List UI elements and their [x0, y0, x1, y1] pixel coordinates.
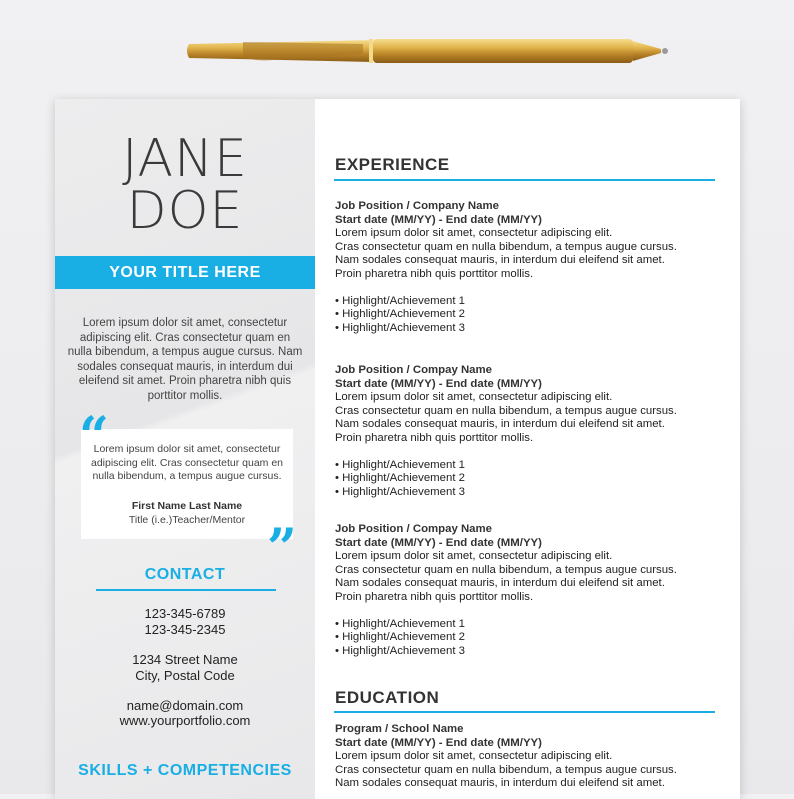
job-highlight: • Highlight/Achievement 3: [335, 321, 465, 334]
job-description-line: Lorem ipsum dolor sit amet, consectetur adipiscing elit.: [335, 227, 613, 239]
job-highlight: • Highlight/Achievement 3: [335, 485, 465, 498]
resume-page: [55, 99, 740, 799]
phone-2: 123-345-2345: [144, 622, 226, 637]
job-highlight: • Highlight/Achievement 1: [335, 617, 465, 630]
profile-summary: Lorem ipsum dolor sit amet, consectetur adipiscing elit. Cras consectetur quam en nulla bibendum, a tempus augue cursus. Nam sodales consequat mauris, in interdum dui eleifend sit amet. Proin pharetra nibh quis porttitor mollis.: [67, 317, 303, 402]
job-dates: Start date (MM/YY) - End date (MM/YY): [335, 377, 542, 390]
first-name: JANE: [122, 129, 248, 189]
job-highlight: • Highlight/Achievement 2: [335, 308, 465, 320]
last-name: DOE: [126, 181, 244, 241]
job-description-line: Cras consectetur quam en nulla bibendum, a tempus augue cursus.: [335, 240, 677, 253]
job-highlight: • Highlight/Achievement 1: [335, 458, 465, 471]
close-quote-icon: ”: [267, 518, 297, 579]
job-position: Job Position / Compay Name: [335, 523, 492, 535]
contact-rule: [96, 589, 276, 591]
job-dates: Start date (MM/YY) - End date (MM/YY): [335, 536, 542, 549]
gold-pen-image: [183, 32, 673, 78]
job-entry-2: [335, 364, 725, 499]
job-description-line: Nam sodales consequat mauris, in interdum dui eleifend sit amet.: [335, 254, 665, 266]
job-position: Job Position / Compay Name: [335, 364, 492, 376]
street-address: 1234 Street Name: [132, 652, 238, 667]
education-description-line: Cras consectetur quam en nulla bibendum, a tempus augue cursus.: [335, 763, 677, 776]
job-description-line: Lorem ipsum dolor sit amet, consectetur adipiscing elit.: [335, 391, 613, 403]
job-description-line: Proin pharetra nibh quis porttitor mollis.: [335, 267, 534, 280]
open-quote-icon: “: [79, 406, 109, 467]
job-position: Job Position / Company Name: [335, 200, 499, 212]
job-description-line: Proin pharetra nibh quis porttitor mollis.: [335, 431, 534, 444]
education-heading: EDUCATION: [335, 688, 440, 707]
testimonial-author: First Name Last Name: [131, 500, 243, 512]
education-description-line: Nam sodales consequat mauris, in interdum dui eleifend sit amet.: [335, 777, 665, 789]
job-highlight: • Highlight/Achievement 3: [335, 644, 465, 657]
experience-heading: EXPERIENCE: [335, 155, 450, 174]
job-entry-1: [335, 200, 725, 335]
city-postal: City, Postal Code: [135, 668, 235, 683]
testimonial-text: Lorem ipsum dolor sit amet, consectetur adipiscing elit. Cras consectetur quam en nulla bibendum, a tempus augue cursus.: [90, 443, 283, 482]
website: www.yourportfolio.com: [119, 713, 251, 728]
job-dates: Start date (MM/YY) - End date (MM/YY): [335, 213, 542, 226]
job-description-line: Cras consectetur quam en nulla bibendum, a tempus augue cursus.: [335, 563, 677, 576]
education-rule: [334, 711, 715, 713]
job-description-line: Proin pharetra nibh quis porttitor mollis.: [335, 590, 534, 603]
skills-heading: SKILLS + COMPETENCIES: [78, 762, 292, 779]
email: name@domain.com: [126, 698, 244, 713]
job-description-line: Nam sodales consequat mauris, in interdum dui eleifend sit amet.: [335, 577, 665, 589]
job-highlight: • Highlight/Achievement 2: [335, 631, 465, 643]
education-entry: [335, 723, 725, 791]
contact-heading: CONTACT: [144, 566, 226, 583]
education-dates: Start date (MM/YY) - End date (MM/YY): [335, 736, 542, 749]
job-highlight: • Highlight/Achievement 2: [335, 472, 465, 484]
job-description-line: Nam sodales consequat mauris, in interdum dui eleifend sit amet.: [335, 418, 665, 430]
education-description-line: Lorem ipsum dolor sit amet, consectetur adipiscing elit.: [335, 750, 613, 762]
testimonial-role: Title (i.e.)Teacher/Mentor: [128, 514, 246, 526]
phone-1: 123-345-6789: [144, 606, 226, 621]
experience-rule: [334, 179, 715, 181]
job-entry-3: [335, 523, 725, 658]
education-program: Program / School Name: [335, 723, 464, 735]
title-banner: YOUR TITLE HERE: [55, 256, 315, 289]
job-highlight: • Highlight/Achievement 1: [335, 294, 465, 307]
job-description-line: Lorem ipsum dolor sit amet, consectetur adipiscing elit.: [335, 550, 613, 562]
job-description-line: Cras consectetur quam en nulla bibendum, a tempus augue cursus.: [335, 404, 677, 417]
testimonial-box: [81, 429, 293, 539]
